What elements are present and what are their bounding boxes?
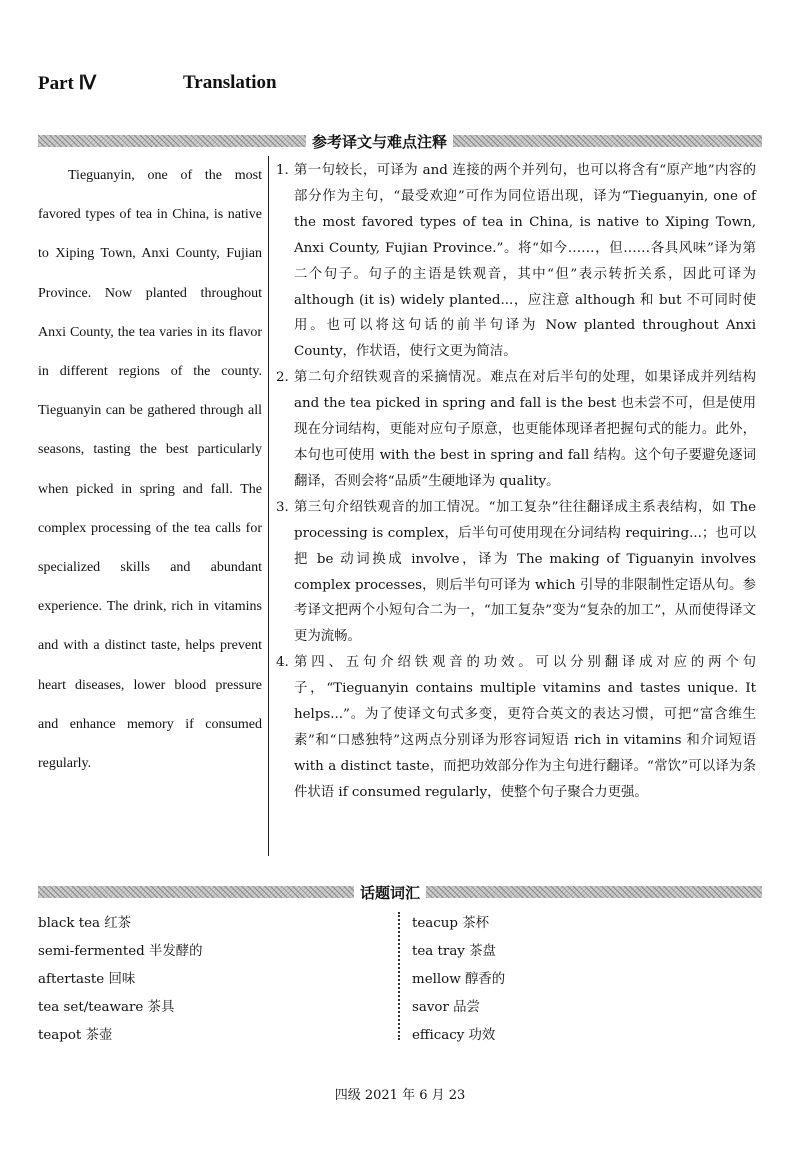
vocab-item: efficacy 功效 [412,1028,496,1043]
vocab-item: teacup 茶杯 [412,916,490,931]
topic-vocabulary-banner [38,883,762,901]
band-pattern-left [38,886,354,898]
band-pattern-right [453,135,762,147]
note-text: 第三句介绍铁观音的加工情况。“加工复杂”往往翻译成主系表结构，如 The processing is complex，后半句可使用现在分词结构 requiring...；也可以把 be 动词换成 involve，译为 The making of Tiguanyin involves complex processes，则后半句可译为 which 引导的非限制性定语从句。参考译文把两个小短句合二为一，“加工复杂”变为“复杂的加工”，从而使得译文更为流畅。 [294,499,756,645]
note-item [276,650,756,805]
section-title: Translation [183,72,277,93]
vocab-item: mellow 醇香的 [412,972,506,987]
translation-paragraph: Tieguanyin, one of the most favored types of tea in China, is native to Xiping Town, Anxi County, Fujian Province. Now planted throughout Anxi County, the tea varies in its flavor in different regions of the county. Tieguanyin can be gathered through all seasons, tasting the best particularly when picked in spring and fall. The complex processing of the tea calls for specialized skills and abundant experience. The drink, rich in vitamins and with a distinct taste, helps prevent heart diseases, lower blood pressure and enhance memory if consumed regularly. [38,168,262,772]
note-number: 1. [276,163,289,178]
vocab-list-right [412,910,505,1050]
band-pattern-right [426,886,762,898]
reference-translation-heading: 参考译文与难点注释 [312,132,448,151]
topic-vocabulary-heading: 话题词汇 [360,883,421,902]
vocab-divider [398,912,400,1040]
notes-column [276,158,756,806]
note-text: 第四、五句介绍铁观音的功效。可以分别翻译成对应的两个句子，“Tieguanyin contains multiple vitamins and tastes unique. It helps...”。为了使译文句式多变，更符合英文的表达习惯，可把“富含维生素”和“口感独特”这两点分别译为形容词短语 rich in vitamins 和介词短语 with a distinct taste，而把功效部分作为主句进行翻译。“常饮”可以译为条件状语 if consumed regularly，使整个句子聚合力更强。 [294,655,756,800]
note-number: 4. [276,655,289,671]
note-item [276,158,756,365]
vocab-item: tea tray 茶盘 [412,944,496,959]
note-item [276,365,756,495]
page-footer: 四级 2021 年 6 月 23 [334,1088,466,1103]
vocab-item: teapot 茶壶 [38,1028,113,1043]
part-label: Part Ⅳ [38,73,97,94]
vocab-item: semi-fermented 半发酵的 [38,944,203,959]
note-text: 第二句介绍铁观音的采摘情况。难点在对后半句的处理，如果译成并列结构 and the tea picked in spring and fall is the best 也未尝不可，但是使用现在分词结构，更能对应句子原意，也更能体现译者把握句式的能力。此外，本句也可使用 with the best in spring and fall 结构。这个句子要避免逐词翻译，否则会将“品质”生硬地译为 quality。 [294,370,756,489]
note-number: 3. [276,499,289,515]
translation-column [38,156,262,783]
note-text: 第一句较长，可译为 and 连接的两个并列句，也可以将含有“原产地”内容的部分作为主句，“最受欢迎”可作为同位语出现，译为“Tieguanyin, one of the most favored types of tea in China, is native to Xiping Town, Anxi County, Fujian Province.”。将“如今……，但……各具风味”译为第二个句子。句子的主语是铁观音，其中“但”表示转折关系，因此可译为 although (it is) widely planted...，应注意 although 和 but 不可同时使用。也可以将这句话的前半句译为 Now planted throughout Anxi County，作状语，使行文更为简洁。 [294,163,756,360]
vocab-list-left [38,910,203,1050]
band-pattern-left [38,135,306,147]
note-item [276,495,756,650]
vocab-item: black tea 红茶 [38,916,132,931]
reference-translation-banner [38,132,762,150]
vocab-item: savor 品尝 [412,1000,480,1015]
vocab-item: tea set/teaware 茶具 [38,1000,175,1015]
note-number: 2. [276,370,289,386]
column-divider [268,156,269,856]
vocab-item: aftertaste 回味 [38,972,136,987]
